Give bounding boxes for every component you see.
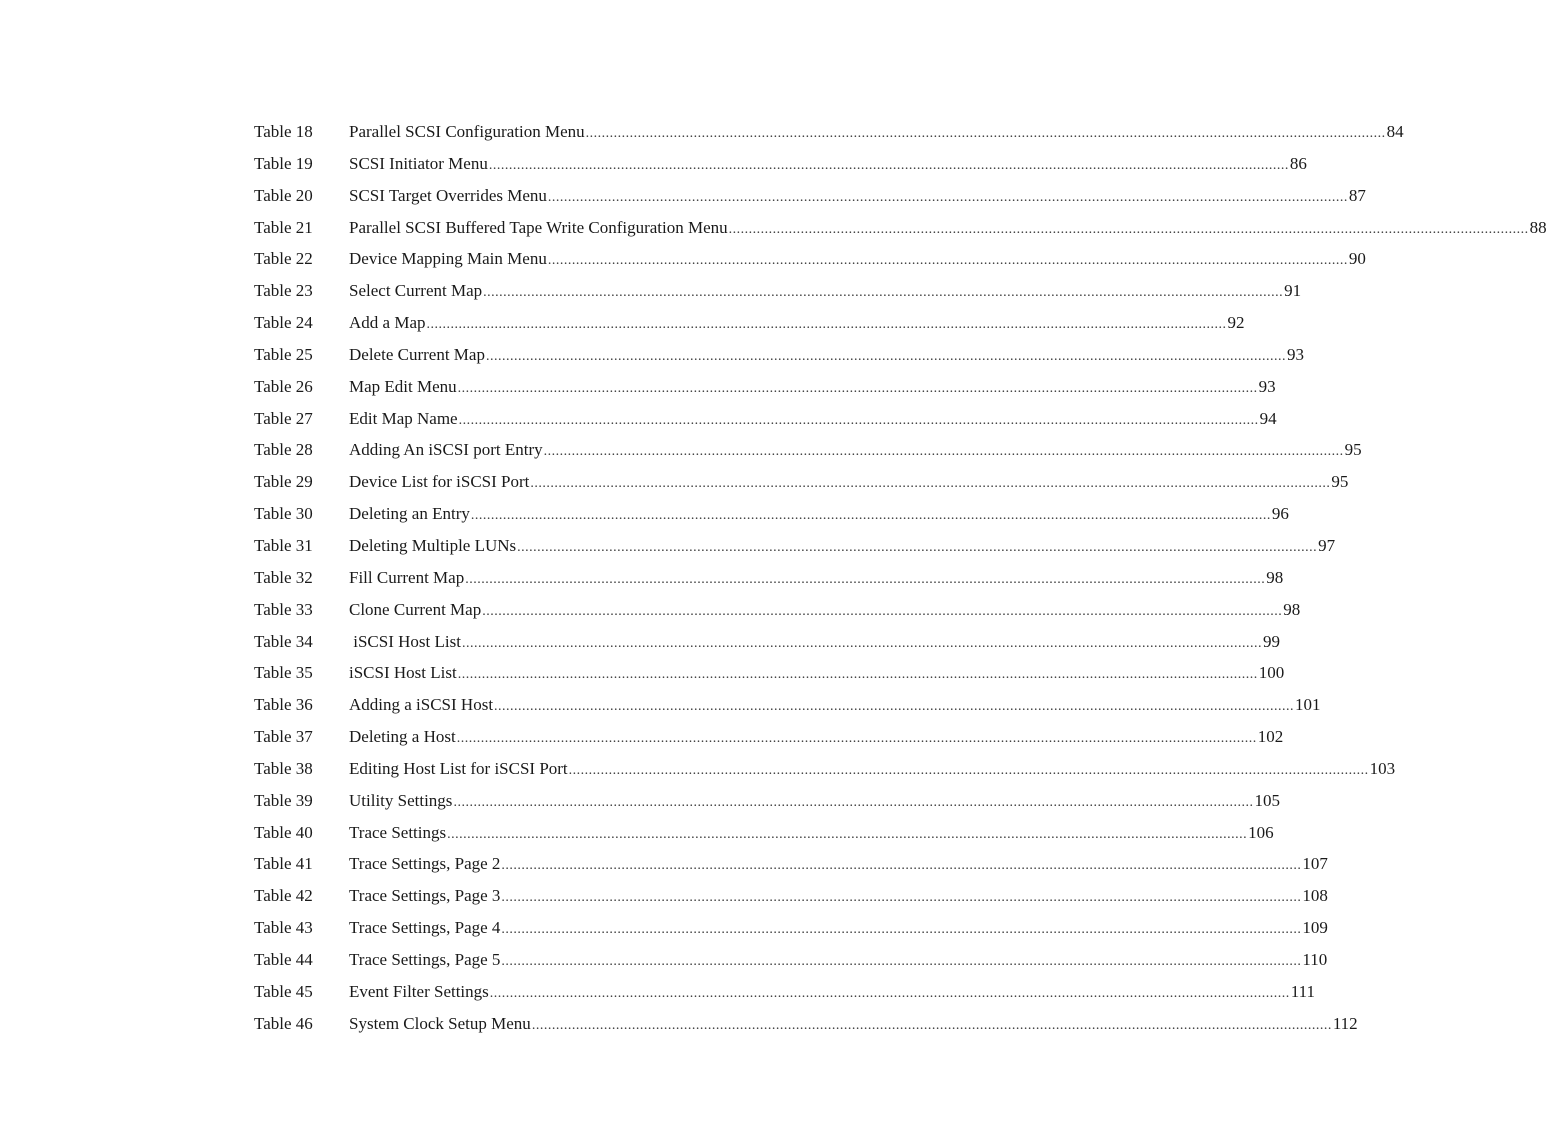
page-number: 99: [1262, 631, 1280, 651]
table-title: SCSI Target Overrides Menu: [349, 185, 547, 205]
toc-entry[interactable]: [254, 243, 1366, 275]
dot-leader: ........................................................................................................................................................................................................: [465, 571, 1266, 587]
toc-entry[interactable]: [254, 626, 1280, 658]
page-number: 108: [1302, 886, 1328, 906]
table-title: System Clock Setup Menu: [349, 1013, 531, 1033]
table-number: Table 19: [254, 153, 313, 173]
page-number: 95: [1344, 440, 1362, 460]
page-number: 93: [1258, 376, 1276, 396]
dot-leader: ........................................................................................................................................................................................................: [531, 1017, 1332, 1033]
table-number: Table 44: [254, 949, 313, 969]
table-title: Deleting Multiple LUNs: [349, 535, 517, 555]
toc-entry[interactable]: [254, 976, 1316, 1008]
table-title: Device List for iSCSI Port: [349, 472, 530, 492]
dot-leader: ........................................................................................................................................................................................................: [457, 667, 1258, 683]
table-number: Table 22: [254, 249, 313, 269]
table-title: Edit Map Name: [349, 408, 458, 428]
dot-leader: ........................................................................................................................................................................................................: [482, 603, 1283, 619]
table-number: Table 21: [254, 217, 313, 237]
dot-leader: ........................................................................................................................................................................................................: [456, 731, 1257, 747]
table-title: Editing Host List for iSCSI Port: [349, 758, 568, 778]
dot-leader: ........................................................................................................................................................................................................: [501, 922, 1302, 938]
table-title: Add a Map: [349, 313, 426, 333]
table-title: Trace Settings, Page 5: [349, 949, 501, 969]
table-number: Table 24: [254, 313, 313, 333]
table-title: Trace Settings: [349, 822, 447, 842]
page-number: 87: [1348, 185, 1366, 205]
toc-entry[interactable]: [254, 944, 1328, 976]
table-number: Table 41: [254, 854, 313, 874]
dot-leader: ........................................................................................................................................................................................................: [543, 444, 1344, 460]
toc-entry[interactable]: [254, 371, 1276, 403]
dot-leader: ........................................................................................................................................................................................................: [426, 317, 1227, 333]
table-number: Table 42: [254, 886, 313, 906]
table-number: Table 32: [254, 567, 313, 587]
dot-leader: ........................................................................................................................................................................................................: [501, 858, 1302, 874]
page-number: 94: [1259, 408, 1277, 428]
dot-leader: ........................................................................................................................................................................................................: [447, 826, 1248, 842]
table-title: Utility Settings: [349, 790, 453, 810]
toc-entry[interactable]: [254, 339, 1304, 371]
table-title: Select Current Map: [349, 281, 483, 301]
table-title: Deleting a Host: [349, 727, 456, 747]
page-number: 112: [1332, 1013, 1358, 1033]
toc-entry[interactable]: [254, 275, 1302, 307]
page-number: 102: [1257, 727, 1284, 747]
table-number: Table 45: [254, 981, 313, 1001]
table-number: Table 46: [254, 1013, 313, 1033]
dot-leader: ........................................................................................................................................................................................................: [501, 953, 1302, 969]
toc-entry[interactable]: [254, 721, 1284, 753]
page-number: 97: [1318, 535, 1336, 555]
table-title: Delete Current Map: [349, 344, 485, 364]
table-number: Table 29: [254, 472, 313, 492]
table-number: Table 23: [254, 281, 313, 301]
toc-entry[interactable]: [254, 594, 1301, 626]
table-number: Table 26: [254, 376, 313, 396]
dot-leader: ........................................................................................................................................................................................................: [489, 985, 1290, 1001]
table-title: Clone Current Map: [349, 599, 482, 619]
page-number: 90: [1348, 249, 1366, 269]
table-number: Table 31: [254, 535, 313, 555]
toc-entry[interactable]: [254, 689, 1321, 721]
page-number: 98: [1283, 599, 1301, 619]
page-number: 101: [1295, 695, 1321, 715]
table-number: Table 37: [254, 727, 313, 747]
table-number: Table 38: [254, 758, 313, 778]
toc-entry[interactable]: [254, 912, 1328, 944]
page-number: 111: [1290, 981, 1316, 1001]
dot-leader: ........................................................................................................................................................................................................: [568, 762, 1369, 778]
toc-entry[interactable]: [254, 148, 1307, 180]
table-title: Map Edit Menu: [349, 376, 457, 396]
toc-entry[interactable]: [254, 180, 1366, 212]
page-number: 107: [1302, 854, 1328, 874]
page-number: 105: [1254, 790, 1280, 810]
table-number: Table 43: [254, 918, 313, 938]
table-number: Table 34: [254, 631, 313, 651]
toc-entry[interactable]: [254, 848, 1328, 880]
dot-leader: ........................................................................................................................................................................................................: [457, 380, 1258, 396]
table-number: Table 35: [254, 663, 313, 683]
table-number: Table 25: [254, 344, 313, 364]
page-number: 88: [1529, 217, 1547, 237]
table-title: Adding a iSCSI Host: [349, 695, 494, 715]
page-number: 100: [1258, 663, 1285, 683]
dot-leader: ........................................................................................................................................................................................................: [585, 126, 1386, 141]
table-number: Table 36: [254, 695, 313, 715]
toc-entry[interactable]: [254, 1008, 1358, 1040]
dot-leader: ........................................................................................................................................................................................................: [728, 221, 1529, 237]
dot-leader: ........................................................................................................................................................................................................: [547, 253, 1348, 269]
toc-entry[interactable]: [254, 657, 1285, 689]
table-number: Table 28: [254, 440, 313, 460]
page-number: 106: [1248, 822, 1274, 842]
table-number: Table 18: [254, 122, 313, 141]
list-of-tables: [254, 116, 1547, 1039]
table-title: iSCSI Host List: [349, 663, 457, 683]
table-title: Deleting an Entry: [349, 504, 470, 524]
table-title: iSCSI Host List: [349, 631, 461, 651]
page-number: 103: [1369, 758, 1396, 778]
table-title: Event Filter Settings: [349, 981, 489, 1001]
table-number: Table 40: [254, 822, 313, 842]
table-title: Fill Current Map: [349, 567, 465, 587]
table-number: Table 20: [254, 185, 313, 205]
page-number: 91: [1284, 281, 1302, 301]
dot-leader: ........................................................................................................................................................................................................: [483, 285, 1284, 301]
table-number: Table 27: [254, 408, 313, 428]
dot-leader: ........................................................................................................................................................................................................: [485, 348, 1286, 364]
table-title: SCSI Initiator Menu: [349, 153, 488, 173]
dot-leader: ........................................................................................................................................................................................................: [488, 157, 1289, 173]
toc-entry[interactable]: [254, 116, 1404, 148]
dot-leader: ........................................................................................................................................................................................................: [453, 794, 1254, 810]
toc-entry[interactable]: [254, 498, 1289, 530]
page-number: 98: [1266, 567, 1284, 587]
page-number: 93: [1286, 344, 1304, 364]
page-number: 84: [1386, 122, 1404, 141]
table-number: Table 30: [254, 504, 313, 524]
dot-leader: ........................................................................................................................................................................................................: [501, 890, 1302, 906]
table-title: Trace Settings, Page 2: [349, 854, 501, 874]
page-number: 95: [1331, 472, 1349, 492]
page-number: 86: [1289, 153, 1307, 173]
toc-entry[interactable]: [254, 466, 1349, 498]
dot-leader: ........................................................................................................................................................................................................: [461, 635, 1262, 651]
dot-leader: ........................................................................................................................................................................................................: [517, 539, 1318, 555]
table-number: Table 33: [254, 599, 313, 619]
toc-entry[interactable]: [254, 403, 1277, 435]
page-number: 92: [1227, 313, 1245, 333]
toc-entry[interactable]: [254, 753, 1396, 785]
toc-entry[interactable]: [254, 562, 1284, 594]
toc-entry[interactable]: [254, 530, 1336, 562]
page-number: 109: [1302, 918, 1328, 938]
table-title: Parallel SCSI Configuration Menu: [349, 122, 585, 141]
dot-leader: ........................................................................................................................................................................................................: [547, 189, 1348, 205]
dot-leader: ........................................................................................................................................................................................................: [494, 699, 1295, 715]
toc-entry[interactable]: [254, 434, 1362, 466]
toc-entry[interactable]: [254, 880, 1328, 912]
table-title: Device Mapping Main Menu: [349, 249, 547, 269]
table-title: Trace Settings, Page 3: [349, 886, 501, 906]
toc-entry[interactable]: [254, 212, 1547, 244]
dot-leader: ........................................................................................................................................................................................................: [458, 412, 1259, 428]
table-number: Table 39: [254, 790, 313, 810]
table-title: Parallel SCSI Buffered Tape Write Configuration Menu: [349, 217, 728, 237]
page-number: 110: [1302, 949, 1328, 969]
dot-leader: ........................................................................................................................................................................................................: [530, 476, 1331, 492]
dot-leader: ........................................................................................................................................................................................................: [470, 508, 1271, 524]
table-title: Adding An iSCSI port Entry: [349, 440, 543, 460]
table-title: Trace Settings, Page 4: [349, 918, 501, 938]
toc-entry[interactable]: [254, 307, 1245, 339]
toc-entry[interactable]: [254, 817, 1274, 849]
toc-entry[interactable]: [254, 785, 1280, 817]
page-number: 96: [1271, 504, 1289, 524]
